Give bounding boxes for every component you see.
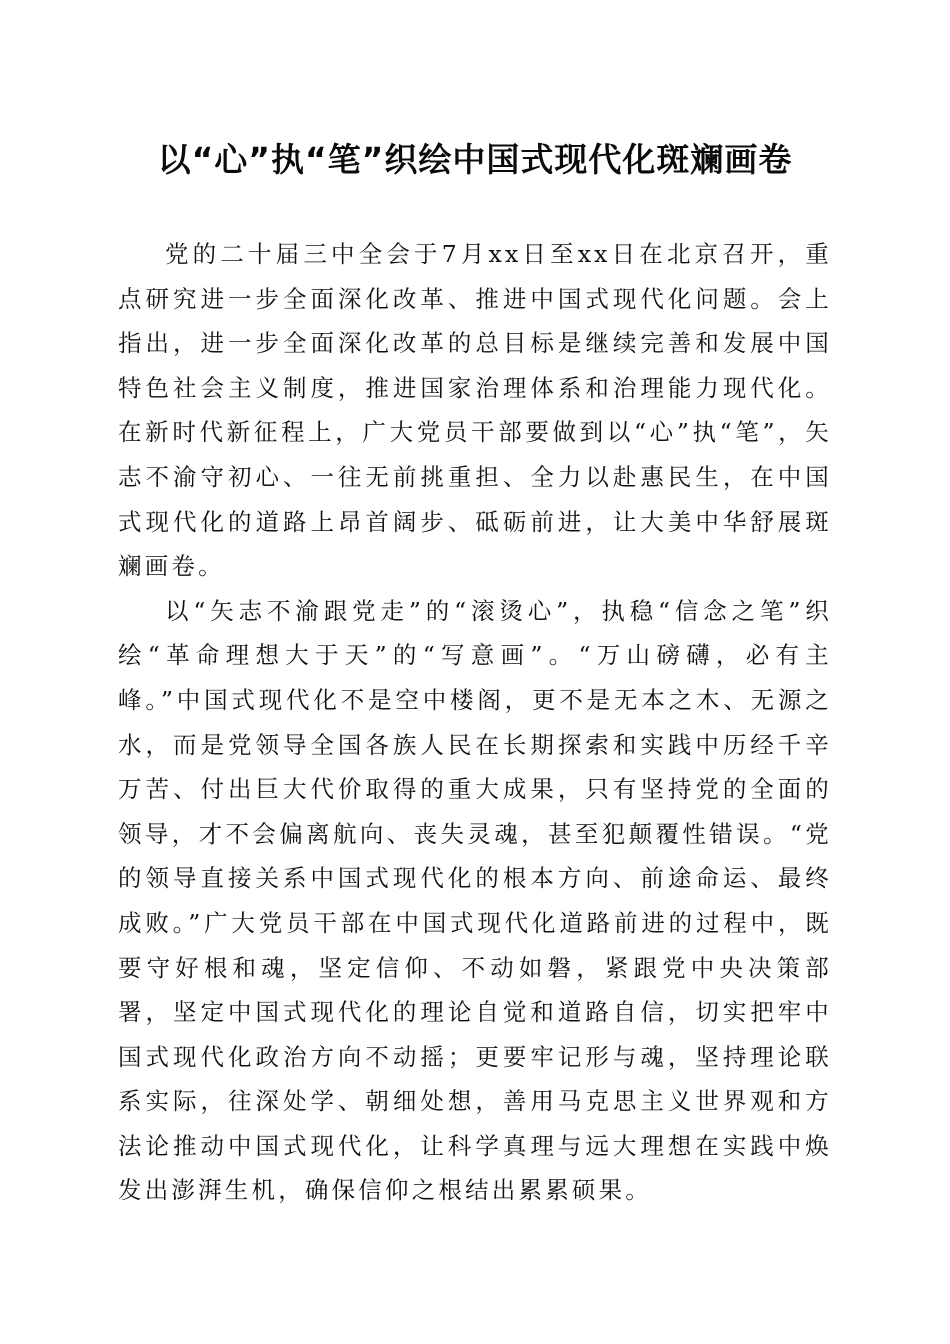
document-title: 以“心”执“笔”织绘中国式现代化斑斓画卷 [157,140,793,179]
document-body [118,232,832,1213]
paragraph-2: 以“矢志不渝跟党走”的“滚烫心”，执稳“信念之笔”织绘“革命理想大于天”的“写意画”。“万山磅礴，必有主峰。”中国式现代化不是空中楼阁，更不是无本之木、无源之水，而是党领导全国各族人民在长期探索和实践中历经千辛万苦、付出巨大代价取得的重大成果，只有坚持党的全面的领导，才不会偏离航向、丧失灵魂，甚至犯颠覆性错误。“党的领导直接关系中国式现代化的根本方向、前途命运、最终成败。”广大党员干部在中国式现代化道路前进的过程中，既要守好根和魂，坚定信仰、不动如磐，紧跟党中央决策部署，坚定中国式现代化的理论自觉和道路自信，切实把牢中国式现代化政治方向不动摇；更要牢记形与魂，坚持理论联系实际，往深处学、朝细处想，善用马克思主义世界观和方法论推动中国式现代化，让科学真理与远大理想在实践中焕发出澎湃生机，确保信仰之根结出累累硕果。 [118,596,832,1205]
paragraph-1: 党的二十届三中全会于7月xx日至xx日在北京召开，重点研究进一步全面深化改革、推进中国式现代化问题。会上指出，进一步全面深化改革的总目标是继续完善和发展中国特色社会主义制度，推进国家治理体系和治理能力现代化。在新时代新征程上，广大党员干部要做到以“心”执“笔”，矢志不渝守初心、一往无前挑重担、全力以赴惠民生，在中国式现代化的道路上昂首阔步、砥砺前进，让大美中华舒展斑斓画卷。 [118,240,832,581]
